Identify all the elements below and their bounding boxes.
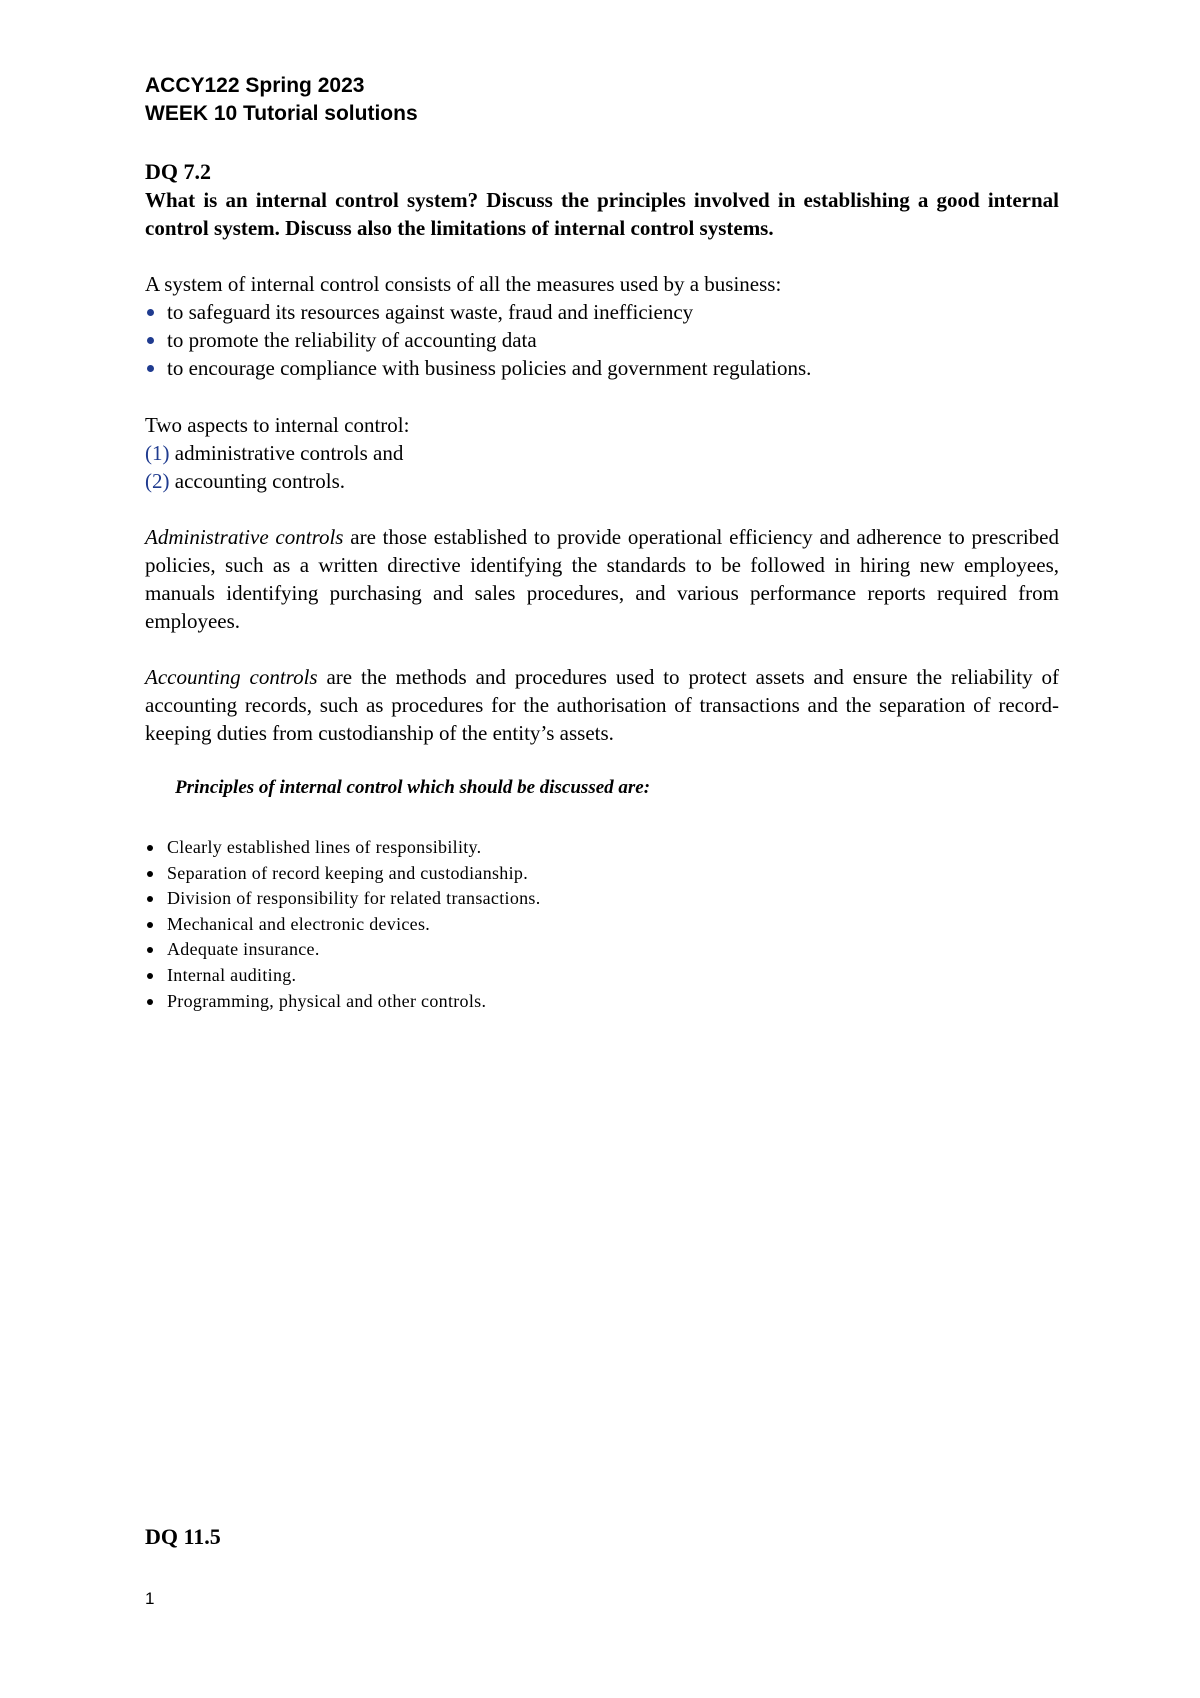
list-item: Clearly established lines of responsibility.: [145, 835, 541, 861]
administrative-controls-paragraph: Administrative controls are those established to provide operational efficiency and adherence to prescribed policies, such as a written directive identifying the standards to be followed in hiring new employees, manuals identifying purchasing and sales procedures, and various performance reports required from employees.: [145, 525, 1059, 633]
course-title: ACCY122 Spring 2023: [145, 74, 365, 97]
administrative-controls-term: Administrative controls: [145, 525, 344, 549]
internal-control-intro: A system of internal control consists of all the measures used by a business:: [145, 272, 782, 296]
list-item: Division of responsibility for related transactions.: [145, 886, 541, 912]
aspect-item: (1) administrative controls and: [145, 441, 404, 465]
bullet-icon: [147, 871, 153, 877]
bullet-icon: [147, 309, 154, 316]
list-item: to encourage compliance with business policies and government regulations.: [145, 354, 811, 382]
accounting-controls-term: Accounting controls: [145, 665, 318, 689]
aspect-item: (2) accounting controls.: [145, 469, 346, 493]
bullet-icon: [147, 999, 153, 1005]
week-title: WEEK 10 Tutorial solutions: [145, 102, 418, 125]
measures-list: [145, 298, 811, 382]
dq-11-5-title: DQ 11.5: [145, 1524, 221, 1549]
bullet-icon: [147, 365, 154, 372]
list-item: Internal auditing.: [145, 963, 541, 989]
bullet-icon: [147, 973, 153, 979]
accounting-controls-paragraph: Accounting controls are the methods and procedures used to protect assets and ensure the reliability of accounting records, such as procedures for the authorisation of transactions and the separation of record-keeping duties from custodianship of the entity’s assets.: [145, 665, 1059, 745]
principles-list: [145, 835, 541, 1014]
aspect-number: (2): [145, 469, 170, 493]
bullet-icon: [147, 845, 153, 851]
principles-heading: Principles of internal control which should be discussed are:: [175, 777, 651, 798]
aspects-intro: Two aspects to internal control:: [145, 413, 410, 437]
aspect-number: (1): [145, 441, 170, 465]
list-item: to safeguard its resources against waste, fraud and inefficiency: [145, 298, 811, 326]
list-item: Adequate insurance.: [145, 937, 541, 963]
list-item: Mechanical and electronic devices.: [145, 912, 541, 938]
bullet-icon: [147, 947, 153, 953]
list-item: Separation of record keeping and custodianship.: [145, 861, 541, 887]
bullet-icon: [147, 337, 154, 344]
list-item: to promote the reliability of accounting data: [145, 326, 811, 354]
bullet-icon: [147, 922, 153, 928]
list-item: Programming, physical and other controls.: [145, 989, 541, 1015]
bullet-icon: [147, 896, 153, 902]
page-number: 1: [145, 1589, 155, 1608]
dq-7-2-question: What is an internal control system? Discuss the principles involved in establishing a good internal control system. Discuss also the limitations of internal control systems.: [145, 188, 1059, 240]
dq-7-2-title: DQ 7.2: [145, 159, 211, 184]
